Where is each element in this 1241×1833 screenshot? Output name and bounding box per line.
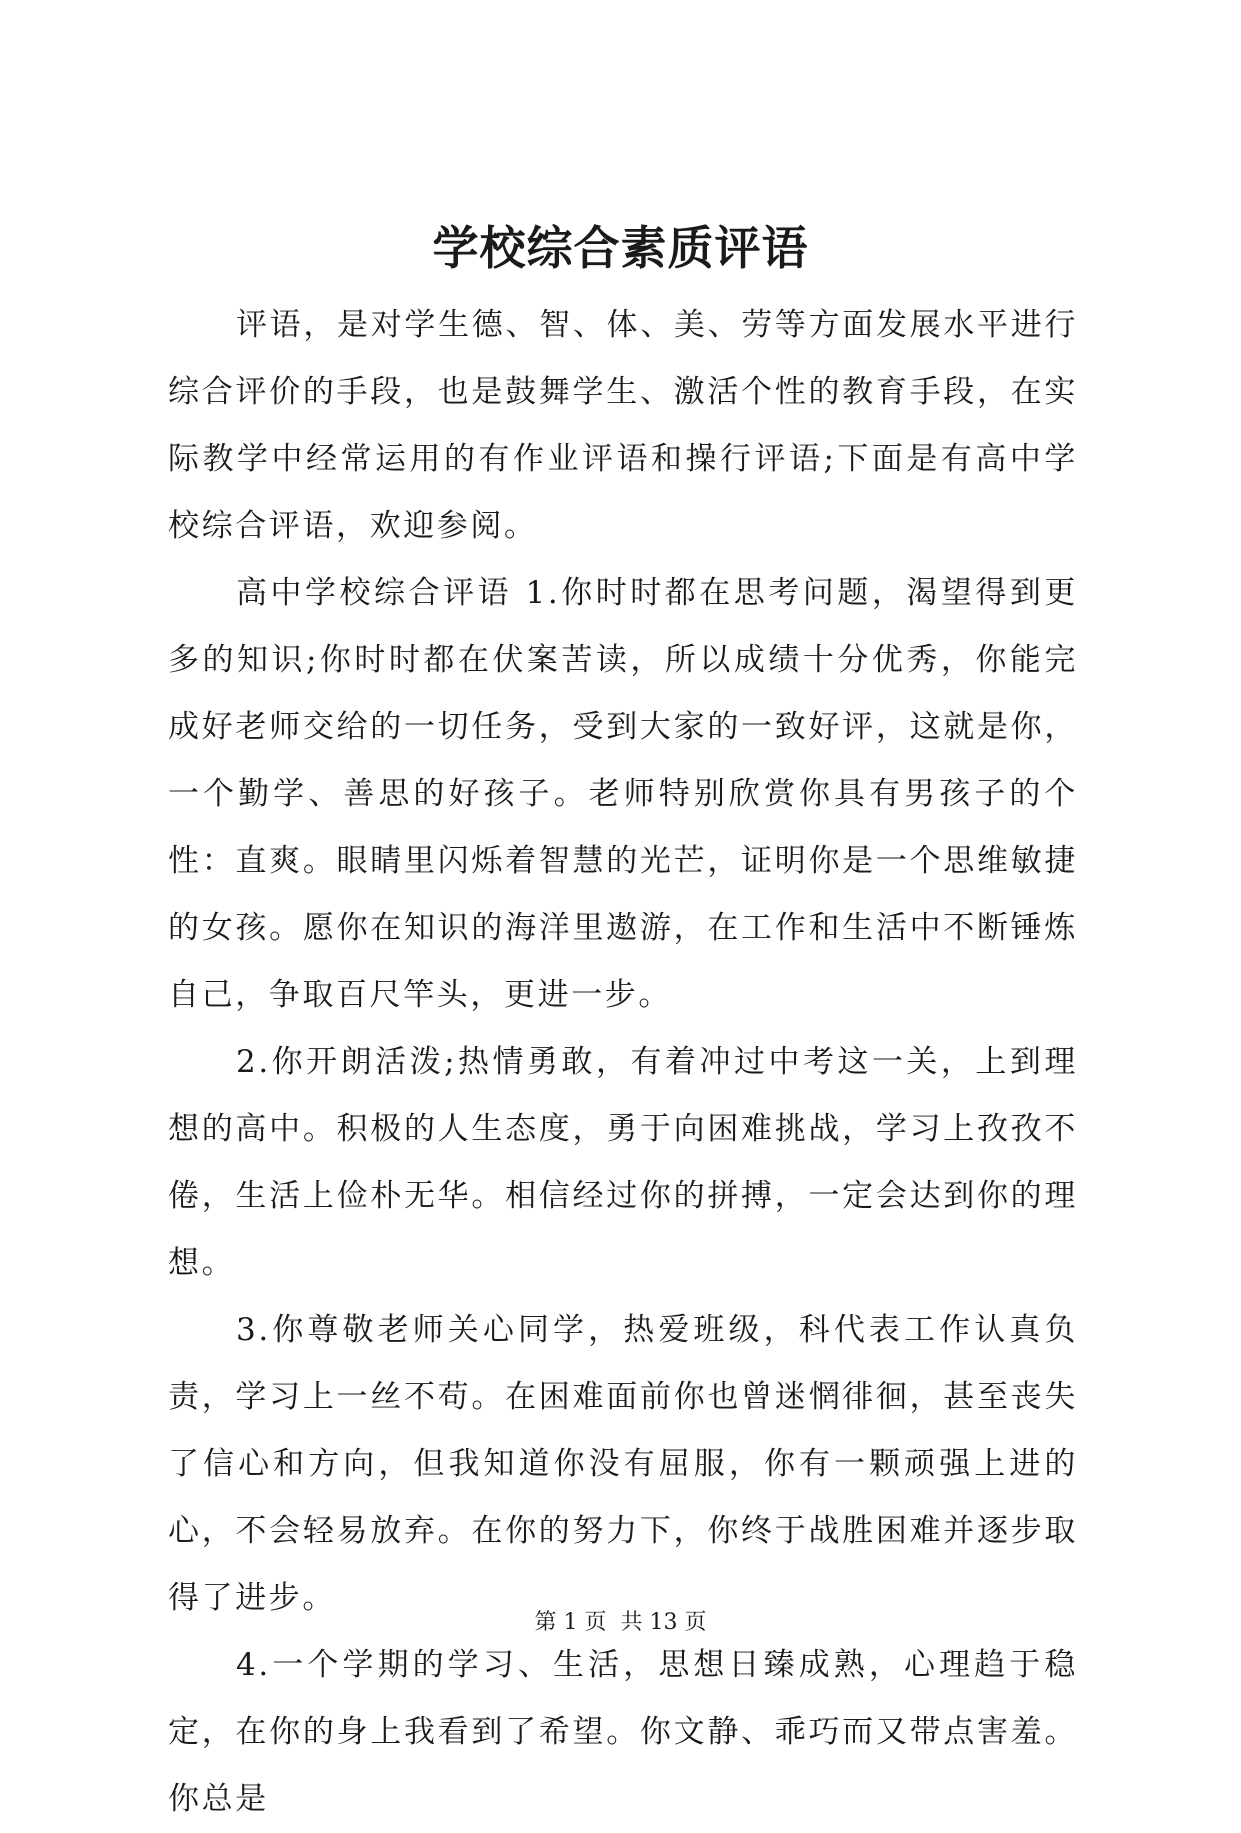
document-title: 学校综合素质评语 (432, 221, 809, 275)
paragraph-comment-2: 2.你开朗活泼;热情勇敢，有着冲过中考这一关，上到理想的高中。积极的人生态度，勇于向困难挑战，学习上孜孜不倦，生活上俭朴无华。相信经过你的拼搏，一定会达到你的理想。 (168, 1044, 1078, 1281)
page-number-label: 第 1 页 共 13 页 (534, 1610, 707, 1635)
page-footer (0, 1608, 1241, 1638)
document-body (168, 292, 1078, 1833)
paragraph-comment-4: 4.一个学期的学习、生活，思想日臻成熟，心理趋于稳定，在你的身上我看到了希望。你文静、乖巧而又带点害羞。你总是 (168, 1647, 1078, 1817)
paragraph-comment-1: 高中学校综合评语 1.你时时都在思考问题，渴望得到更多的知识;你时时都在伏案苦读，所以成绩十分优秀，你能完成好老师交给的一切任务，受到大家的一致好评，这就是你，一个勤学、善思的好孩子。老师特别欣赏你具有男孩子的个性：直爽。眼睛里闪烁着智慧的光芒，证明你是一个思维敏捷的女孩。愿你在知识的海洋里遨游，在工作和生活中不断锤炼自己，争取百尺竿头，更进一步。 (168, 575, 1078, 1013)
paragraph-intro: 评语，是对学生德、智、体、美、劳等方面发展水平进行综合评价的手段，也是鼓舞学生、激活个性的教育手段，在实际教学中经常运用的有作业评语和操行评语;下面是有高中学校综合评语，欢迎参阅。 (168, 307, 1078, 544)
paragraph-comment-3: 3.你尊敬老师关心同学，热爱班级，科代表工作认真负责，学习上一丝不苟。在困难面前你也曾迷惘徘徊，甚至丧失了信心和方向，但我知道你没有屈服，你有一颗顽强上进的心，不会轻易放弃。在你的努力下，你终于战胜困难并逐步取得了进步。 (168, 1312, 1078, 1616)
